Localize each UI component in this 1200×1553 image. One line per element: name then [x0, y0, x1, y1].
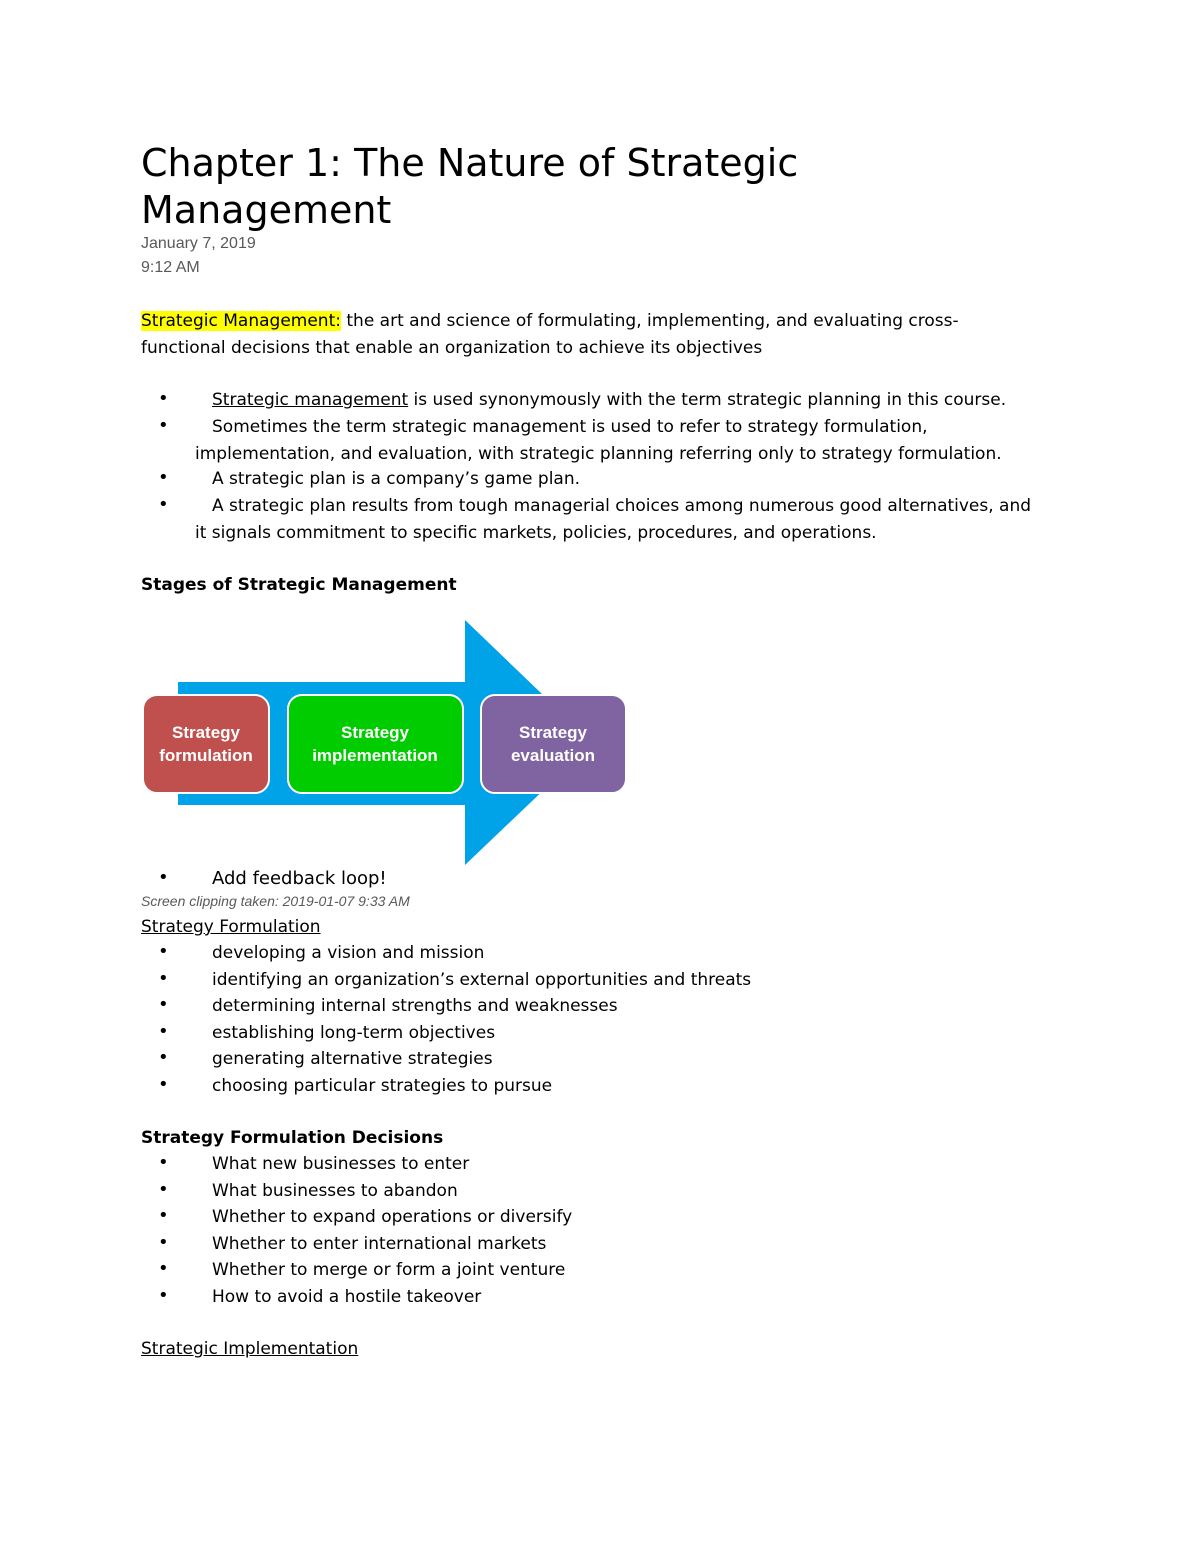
bullet-dot: •: [158, 1284, 169, 1306]
decisions-heading: Strategy Formulation Decisions: [141, 1128, 444, 1148]
stage-label-line-2: formulation: [159, 746, 253, 765]
list-item-continuation: implementation, and evaluation, with strategic planning referring only to strategy formulation.: [195, 444, 1002, 464]
bullet-dot: •: [158, 1073, 169, 1095]
bullet-dot: •: [158, 941, 169, 962]
list-item: A strategic plan results from tough managerial choices among numerous good alternatives, and: [212, 496, 1032, 516]
list-item: What businesses to abandon: [212, 1180, 458, 1201]
bullet-dot: •: [158, 1178, 169, 1200]
bullet-dot: •: [158, 867, 169, 888]
list-item: [212, 387, 1006, 413]
bullet-dot: •: [158, 415, 169, 436]
list-item: generating alternative strategies: [212, 1049, 493, 1069]
stages-diagram: [140, 620, 630, 865]
implementation-heading: Strategic Implementation: [141, 1339, 359, 1359]
list-item: establishing long-term objectives: [212, 1022, 496, 1043]
page-title: Chapter 1: The Nature of Strategic Management: [141, 141, 799, 232]
clip-caption: Screen clipping taken: 2019-01-07 9:33 AM: [141, 893, 410, 909]
stage-label-line-2: evaluation: [510, 746, 596, 765]
bullet-dot: •: [158, 1047, 169, 1068]
formulation-heading: Strategy Formulation: [141, 917, 321, 937]
bullet-dot: •: [158, 1152, 169, 1173]
list-item: Whether to expand operations or diversify: [212, 1207, 573, 1227]
stage-box-formulation: [143, 695, 269, 793]
definition-term: Strategic Management:: [141, 311, 341, 331]
bullet-dot: •: [158, 1205, 169, 1226]
stage-box-evaluation: [481, 695, 626, 793]
list-item: identifying an organization’s external opportunities and threats: [212, 969, 752, 990]
list-item: choosing particular strategies to pursue: [212, 1075, 553, 1096]
bullet-dot: •: [158, 1020, 169, 1042]
feedback-note: Add feedback loop!: [212, 868, 387, 889]
list-item: How to avoid a hostile takeover: [212, 1286, 482, 1307]
definition-line-1: [141, 308, 959, 334]
list-item-text: is used synonymously with the term strategic planning in this course.: [408, 390, 1007, 410]
list-item: developing a vision and mission: [212, 943, 485, 963]
bullet-dot: •: [158, 467, 169, 488]
list-item: A strategic plan is a company’s game plan.: [212, 469, 581, 489]
stage-label-line-1: Strategy: [171, 723, 241, 742]
bullet-dot: •: [158, 1231, 169, 1253]
list-item: Whether to enter international markets: [212, 1233, 547, 1254]
bullet-dot: •: [158, 1258, 169, 1279]
definition-line-2: functional decisions that enable an organization to achieve its objectives: [141, 338, 763, 358]
bullet-dot: •: [158, 494, 169, 515]
definition-text-1: the art and science of formulating, implementing, and evaluating cross-: [340, 311, 959, 331]
list-item: Whether to merge or form a joint venture: [212, 1260, 566, 1280]
stage-box-implementation: [288, 695, 463, 793]
stage-label-line-1: Strategy: [340, 723, 410, 742]
list-item-continuation: it signals commitment to specific markets, policies, procedures, and operations.: [195, 523, 877, 543]
list-item: Sometimes the term strategic management is used to refer to strategy formulation,: [212, 417, 928, 437]
list-item: What new businesses to enter: [212, 1154, 470, 1174]
bullet-dot: •: [158, 994, 169, 1015]
stages-heading: Stages of Strategic Management: [141, 575, 457, 595]
bullet-dot: •: [158, 967, 169, 989]
stage-label-line-1: Strategy: [518, 723, 588, 742]
list-item: determining internal strengths and weaknesses: [212, 996, 618, 1016]
bullet-dot: •: [158, 388, 169, 409]
stage-label-line-2: implementation: [312, 746, 438, 765]
note-time: 9:12 AM: [141, 259, 200, 276]
note-date: January 7, 2019: [141, 235, 256, 252]
underlined-term: Strategic management: [212, 390, 409, 410]
